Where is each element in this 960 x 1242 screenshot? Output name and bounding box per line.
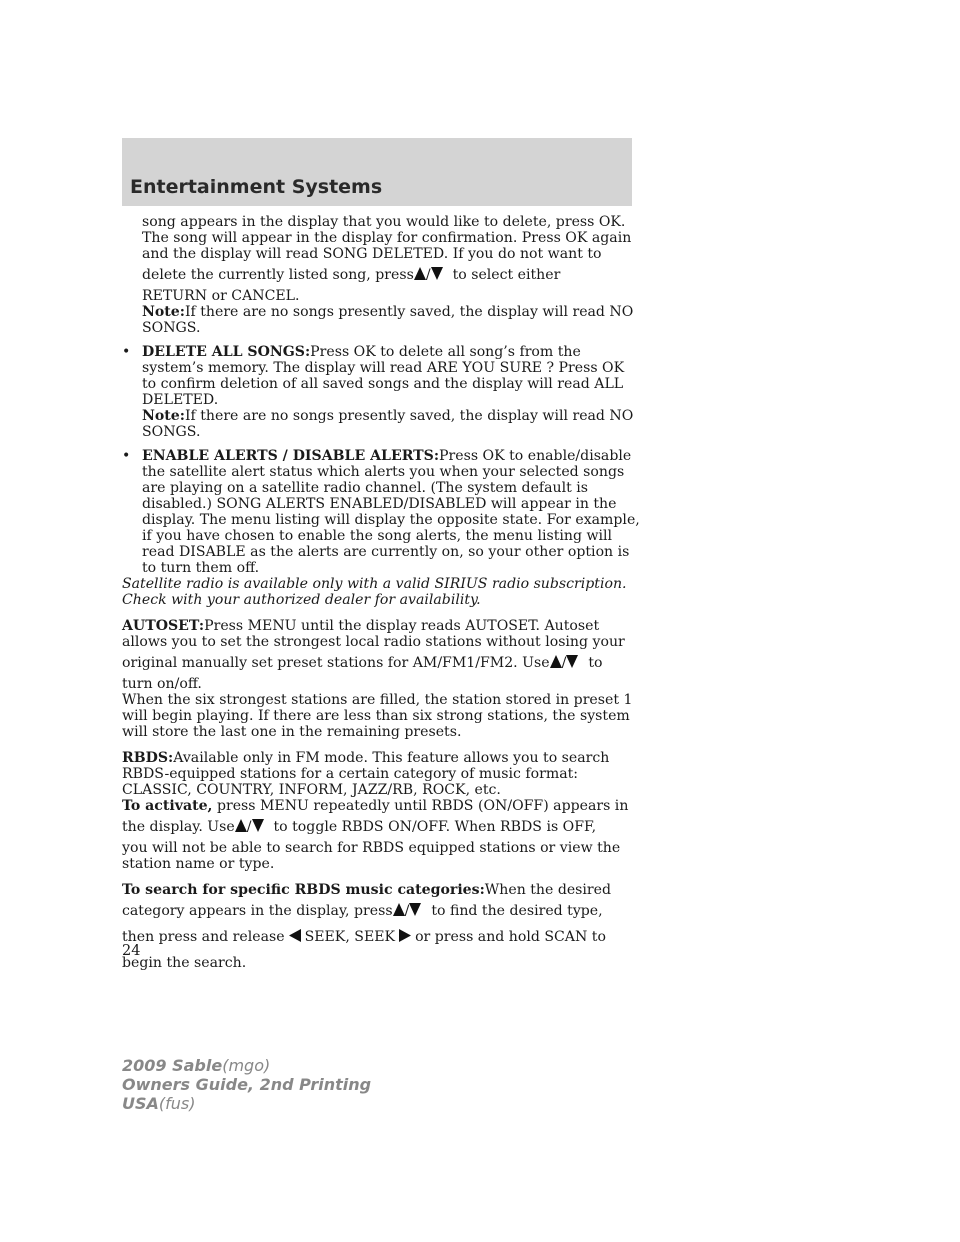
page-content — [122, 214, 642, 976]
paragraph: you will not be able to search for RBDS equipped stations or view the station name or type. — [122, 840, 621, 872]
activate-paragraph: To activate, press MENU repeatedly until RBDS (ON/OFF) appears in — [122, 798, 629, 814]
autoset-paragraph-line: original manually set preset stations for AM/FM1/FM2. Use / to — [122, 655, 603, 671]
down-arrow-icon — [252, 819, 264, 832]
bullet-dot: • — [122, 448, 131, 464]
note: Note:If there are no songs presently saved, the display will read NO SONGS. — [142, 408, 634, 440]
up-arrow-icon — [393, 903, 405, 916]
header-band — [122, 138, 632, 206]
footer-line: 2009 Sable(mgo) — [122, 1056, 271, 1075]
section-title: Entertainment Systems — [130, 176, 383, 198]
search-paragraph-line: category appears in the display, press / to find the desired type, — [122, 903, 603, 919]
paragraph: ENABLE ALERTS / DISABLE ALERTS:Press OK to enable/disable the satellite alert status which alerts you when your selected songs are playing on a satellite radio channel. (The system default is disabled.) SONG ALERTS ENABLED/DISABLED will appear in the display. The menu listing will display the opposite state. For example, if you have chosen to enable the song alerts, the menu listing will read DISABLE as the alerts are currently on, so your other option is to turn them off. — [142, 448, 640, 576]
search-paragraph: To search for specific RBDS music categories:When the desired — [122, 882, 612, 898]
down-arrow-icon — [431, 267, 443, 280]
bullet-delete-all-songs — [122, 344, 642, 440]
rbds-paragraph: RBDS:Available only in FM mode. This feature allows you to search RBDS-equipped stations for a certain category of music format: CLASSIC, COUNTRY, INFORM, JAZZ/RB, ROCK, etc. — [122, 750, 610, 798]
paragraph: delete the currently listed song, press / to select either — [142, 267, 561, 283]
bullet-dot: • — [122, 344, 131, 360]
bullet-enable-alerts — [122, 448, 642, 576]
paragraph: song appears in the display that you would like to delete, press OK. The song will appear in the display for confirmation. Press OK again and the display will read SONG DELETED. If you do not want to — [142, 214, 632, 262]
right-arrow-icon — [399, 929, 411, 942]
paragraph: DELETE ALL SONGS:Press OK to delete all song’s from the system’s memory. The display will read ARE YOU SURE ? Press OK to confirm deletion of all saved songs and the display will read ALL DELETED. — [142, 344, 625, 408]
footer-imprint — [122, 1056, 371, 1113]
paragraph: When the six strongest stations are filled, the station stored in preset 1 will begin playing. If there are less than six strong stations, the system will store the last one in the remaining presets. — [122, 692, 633, 740]
autoset-paragraph: AUTOSET:Press MENU until the display reads AUTOSET. Autoset allows you to set the strongest local radio stations without losing your — [122, 618, 625, 650]
delete-song-continuation — [122, 214, 642, 336]
left-arrow-icon — [289, 929, 301, 942]
down-arrow-icon — [566, 655, 578, 668]
page-number: 24 — [122, 943, 141, 959]
up-arrow-icon — [550, 655, 562, 668]
paragraph: begin the search. — [122, 955, 247, 971]
activate-paragraph-line: the display. Use / to toggle RBDS ON/OFF. When RBDS is OFF, — [122, 819, 597, 835]
down-arrow-icon — [409, 903, 421, 916]
note: Note:If there are no songs presently saved, the display will read NO SONGS. — [142, 304, 634, 336]
up-arrow-icon — [235, 819, 247, 832]
footer-line: Owners Guide, 2nd Printing — [122, 1075, 372, 1094]
paragraph: RETURN or CANCEL. — [142, 288, 300, 304]
search-paragraph-line: then press and release SEEK, SEEK or press and hold SCAN to — [122, 929, 606, 945]
footer-line: USA(fus) — [122, 1094, 196, 1113]
paragraph: turn on/off. — [122, 676, 202, 692]
satellite-note: Satellite radio is available only with a valid SIRIUS radio subscription. Check with your authorized dealer for availability. — [122, 576, 627, 608]
up-arrow-icon — [414, 267, 426, 280]
